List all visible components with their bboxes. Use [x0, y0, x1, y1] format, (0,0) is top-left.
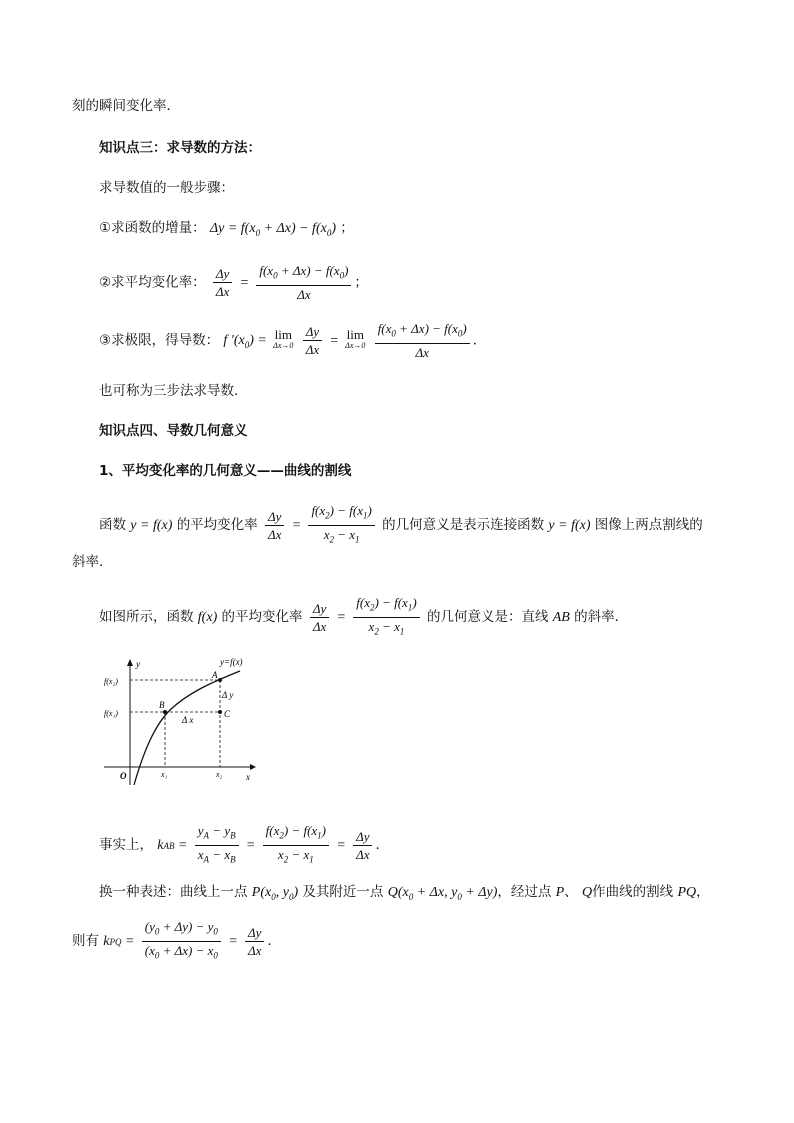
- origin-label: O: [120, 771, 127, 781]
- p5-frac-dy-dx: $\frac{\Delta y}{\Delta x}$: [310, 600, 329, 635]
- heading-knowledge-3: 知识点三：求导数的方法：: [99, 140, 261, 156]
- curve: [134, 671, 240, 785]
- x-axis-label: x: [246, 772, 250, 782]
- step-1-label: ①求函数的增量：: [99, 220, 206, 236]
- secant-graph: [100, 655, 260, 790]
- paragraph-continuation: 刻的瞬间变化率．: [72, 98, 180, 114]
- tick-fx2: f(x₂): [104, 677, 118, 686]
- three-step-note: 也可称为三步法求导数．: [99, 383, 248, 399]
- paragraph-figure-meaning: 如图所示，函数 f(x) 的平均变化率 $\frac{\Delta y}{\Delta x}$ = $\frac{f(x_2) - f(x_1)}{x_2 - x_1}$ 的几何意义是：直线 AB 的斜率．: [99, 594, 628, 640]
- p7-text-d: 、: [564, 884, 578, 900]
- p5-text-d: 的斜率．: [574, 609, 629, 626]
- subheading-secant: 1、平均变化率的几何意义——曲线的割线: [99, 463, 352, 479]
- tick-x1: x₁: [161, 770, 168, 779]
- p5-text-b: 的平均变化率: [221, 609, 303, 626]
- limit-1: lim Δx→0: [273, 327, 294, 351]
- step-2-label: ②求平均变化率：: [99, 274, 206, 291]
- step-3-label: ③求极限，得导数：: [99, 332, 220, 349]
- step-2: ②求平均变化率： $\frac{\Delta y}{\Delta x}$ = $\frac{f(x_0 + \Delta x) - f(x_0)}{\Delta x}$ ；: [99, 263, 368, 302]
- p7-text-f: ，: [696, 884, 710, 900]
- y-axis-arrow: [127, 659, 133, 666]
- p6-frac-f: $\frac{f(x_2) - f(x_1)}{x_2 - x_1}$: [263, 822, 329, 868]
- p4-frac-dy-dx: $\frac{\Delta y}{\Delta x}$: [265, 508, 284, 543]
- heading-knowledge-4: 知识点四、导数几何意义: [99, 423, 248, 439]
- p4-frac-points: $\frac{f(x_2) - f(x_1)}{x_2 - x_1}$: [308, 502, 374, 548]
- limit-1-fraction: $\frac{\Delta y}{\Delta x}$: [303, 323, 322, 358]
- p8-frac-expanded: $\frac{(y_0 + \Delta y) - y_0}{(x_0 + \Delta x) - x_0}$: [142, 918, 221, 964]
- p6-text: 事实上，: [99, 837, 153, 854]
- delta-x-label: Δ x: [182, 715, 194, 725]
- point-b-dot: [163, 710, 167, 714]
- p5-text-c: 的几何意义是：直线: [426, 609, 549, 626]
- p8-text: 则有: [72, 933, 99, 950]
- derivative-symbol: f $'(x_0)$ =: [223, 333, 267, 351]
- point-c-dot: [218, 710, 222, 714]
- point-a-label: A: [212, 670, 218, 680]
- curve-label: y=f(x): [220, 657, 243, 667]
- point-a-dot: [218, 678, 222, 682]
- avg-rate-fraction: $\frac{\Delta y}{\Delta x}$: [213, 265, 232, 300]
- p4-text-c: 的几何意义是表示连接函数: [382, 517, 545, 534]
- p6-frac-y: $\frac{y_A - y_B}{x_A - x_B}$: [195, 822, 239, 868]
- p8-frac-dy-dx: $\frac{\Delta y}{\Delta x}$: [245, 924, 264, 959]
- p4-continuation: 斜率．: [72, 554, 113, 570]
- y-axis-label: y: [136, 659, 140, 669]
- tick-x2: x₂: [216, 770, 223, 779]
- tick-fx1: f(x₁): [104, 709, 118, 718]
- step-1-formula: $\Delta y = f(x_0 + \Delta x) - f(x_0)$: [209, 221, 336, 238]
- p5-frac-points: $\frac{f(x_2) - f(x_1)}{x_2 - x_1}$: [353, 594, 419, 640]
- limit-2-fraction: $\frac{f(x_0 + \Delta x) - f(x_0)}{\Delta x}$: [375, 320, 470, 361]
- p7-text-b: 及其附近一点: [302, 884, 384, 900]
- point-c-label: C: [224, 709, 231, 719]
- p7-text-e: 作曲线的割线: [592, 884, 674, 900]
- p7-text-a: 换一种表述：曲线上一点: [99, 884, 248, 900]
- avg-rate-expanded-fraction: $\frac{f(x_0 + \Delta x) - f(x_0)}{\Delta x}$: [256, 262, 351, 303]
- step-3: ③求极限，得导数： f $'(x_0) = \lim$ Δx→0 $\frac{\Delta y}{\Delta x}$ = lim Δx→0 $\frac{f(x_0 + \Delta x) - f(x_0)}{\Delta x}$ ．: [99, 321, 487, 360]
- delta-y-label: Δ y: [222, 690, 234, 700]
- x-axis-arrow: [250, 764, 256, 770]
- point-b-label: B: [159, 700, 165, 710]
- paragraph-alt: 换一种表述：曲线上一点 $P(x_0$, $y_0$) 及其附近一点 $Q(x_0 + \Delta x$, $y_0 + \Delta y$)，经过点 P、 Q作曲线的割线 PQ，: [99, 884, 710, 902]
- p4-text-d: 图像上两点割线的: [594, 517, 703, 534]
- p6-frac-dy-dx: $\frac{\Delta y}{\Delta x}$: [353, 828, 372, 863]
- steps-intro: 求导数值的一般步骤：: [99, 180, 234, 196]
- p7-text-c: ，经过点: [497, 884, 552, 900]
- p4-text-a: 函数: [99, 517, 126, 534]
- paragraph-fact: 事实上， kAB = $\frac{y_A - y_B}{x_A - x_B}$ = $\frac{f(x_2) - f(x_1)}{x_2 - x_1}$ = $\frac{\Delta y}{\Delta x}$ ．: [99, 822, 389, 868]
- limit-2: lim Δx→0: [345, 327, 366, 351]
- paragraph-secant-meaning: 函数 y = f(x) 的平均变化率 $\frac{\Delta y}{\Delta x}$ = $\frac{f(x_2) - f(x_1)}{x_2 - x_1}$ 的几何意义是表示连接函数 y = f(x) 图像上两点割线的: [99, 502, 703, 548]
- p5-text-a: 如图所示，函数: [99, 609, 194, 626]
- step-1: ①求函数的增量： $\Delta y = f(x_0 + \Delta x) - f(x_0)$ ；: [99, 220, 354, 238]
- p4-text-b: 的平均变化率: [176, 517, 258, 534]
- paragraph-kpq: 则有 kPQ = $\frac{(y_0 + \Delta y) - y_0}{(x_0 + \Delta x) - x_0}$ = $\frac{\Delta y}{\Delta x}$ ．: [72, 918, 281, 964]
